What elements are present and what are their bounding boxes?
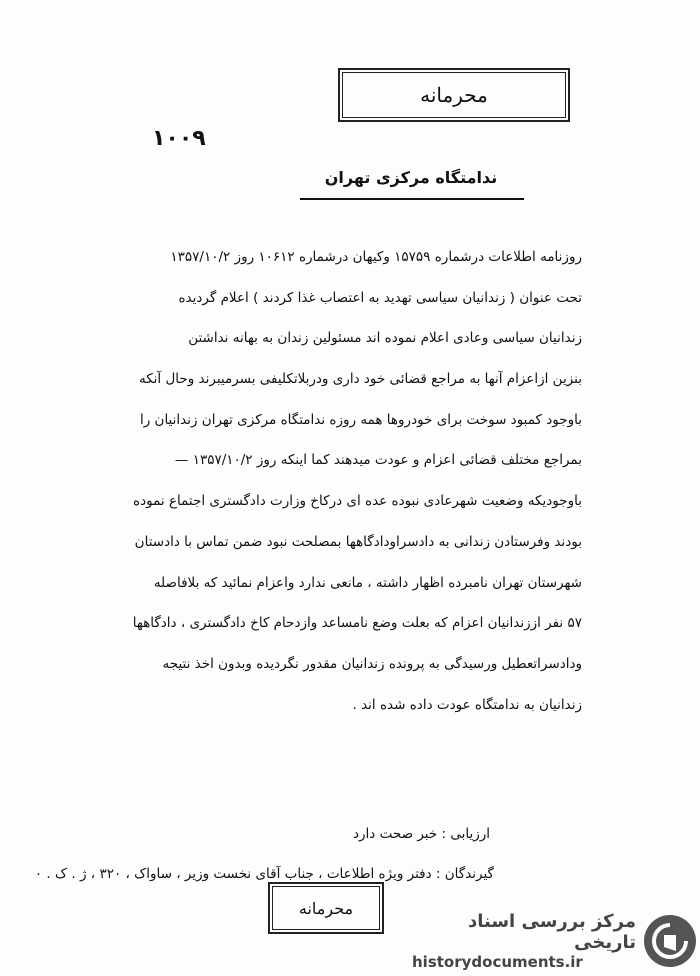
stamp-top-text: محرمانه [342, 72, 566, 118]
document-title: ندامتگاه مرکزی تهران [324, 168, 498, 187]
watermark-fa: مرکز بررسی اسناد تاریخی [468, 911, 636, 953]
body-line: شهرستان تهران نامبرده اظهار داشته ، مانعی ندارد واعزام نمائید که بلافاصله [153, 574, 582, 591]
body-line: ۵۷ نفر اززندانیان اعزام که بعلت وضع نامساعد وازدحام کاخ دادگستری ، دادگاهها [132, 615, 582, 632]
document-number: ١٠٠٩ [152, 126, 206, 151]
title-underline [300, 198, 524, 200]
stamp-bottom-text: محرمانه [272, 886, 380, 930]
body-line: تحت عنوان ( زندانیان سیاسی تهدید به اعتصاب غذا کردند ) اعلام گردیده [178, 289, 582, 306]
body-line: بنزین ازاعزام آنها به مراجع قضائی خود داری ودربلاتکلیفی بسرمیبرند وحال آنکه [138, 371, 582, 388]
confidential-stamp-bottom [268, 882, 384, 934]
watermark [412, 910, 696, 972]
archive-logo-icon [644, 915, 696, 967]
document-body [112, 246, 582, 734]
body-line: باوجودیکه وضعیت شهرعادی نبوده عده ای درکاخ وزارت دادگستری اجتماع نموده [133, 493, 582, 510]
body-line: روزنامه اطلاعات درشماره ۱۵۷۵۹ وکیهان درشماره ۱۰۶۱۲ روز ۱۳۵۷/۱۰/۲ [170, 249, 582, 265]
confidential-stamp-top [338, 68, 570, 122]
body-line: باوجود کمبود سوخت برای خودروها همه روزه ندامتگاه مرکزی تهران زندانیان را [139, 411, 582, 428]
body-line: زندانیان سیاسی وعادی اعلام نموده اند مسئولین زندان به بهانه نداشتن [188, 330, 582, 347]
watermark-en: historydocuments.ir [412, 953, 583, 971]
recipients-line: گیرندگان : دفتر ویژه اطلاعات ، جناب آقای نخست وزیر ، ساواک ، ۳۲۰ ، ژ . ک . ۰ [34, 866, 494, 882]
body-line: بودند وفرستادن زندانی به دادسراودادگاهها بمصلحت نبود ضمن تماس با دادستان [134, 533, 582, 550]
body-line: ودادسراتعطیل ورسیدگی به پرونده زندانیان مقدور نگردیده وبدون اخذ نتیجه [162, 655, 582, 672]
body-line: زندانیان به ندامتگاه عودت داده شده اند . [352, 696, 582, 713]
assessment-line: ارزیابی : خبر صحت دارد [353, 826, 490, 842]
watermark-text [412, 911, 636, 971]
body-line: بمراجع مختلف قضائی اعزام و عودت میدهند کما اینکه روز ۱۳۵۷/۱۰/۲ — [174, 452, 582, 469]
